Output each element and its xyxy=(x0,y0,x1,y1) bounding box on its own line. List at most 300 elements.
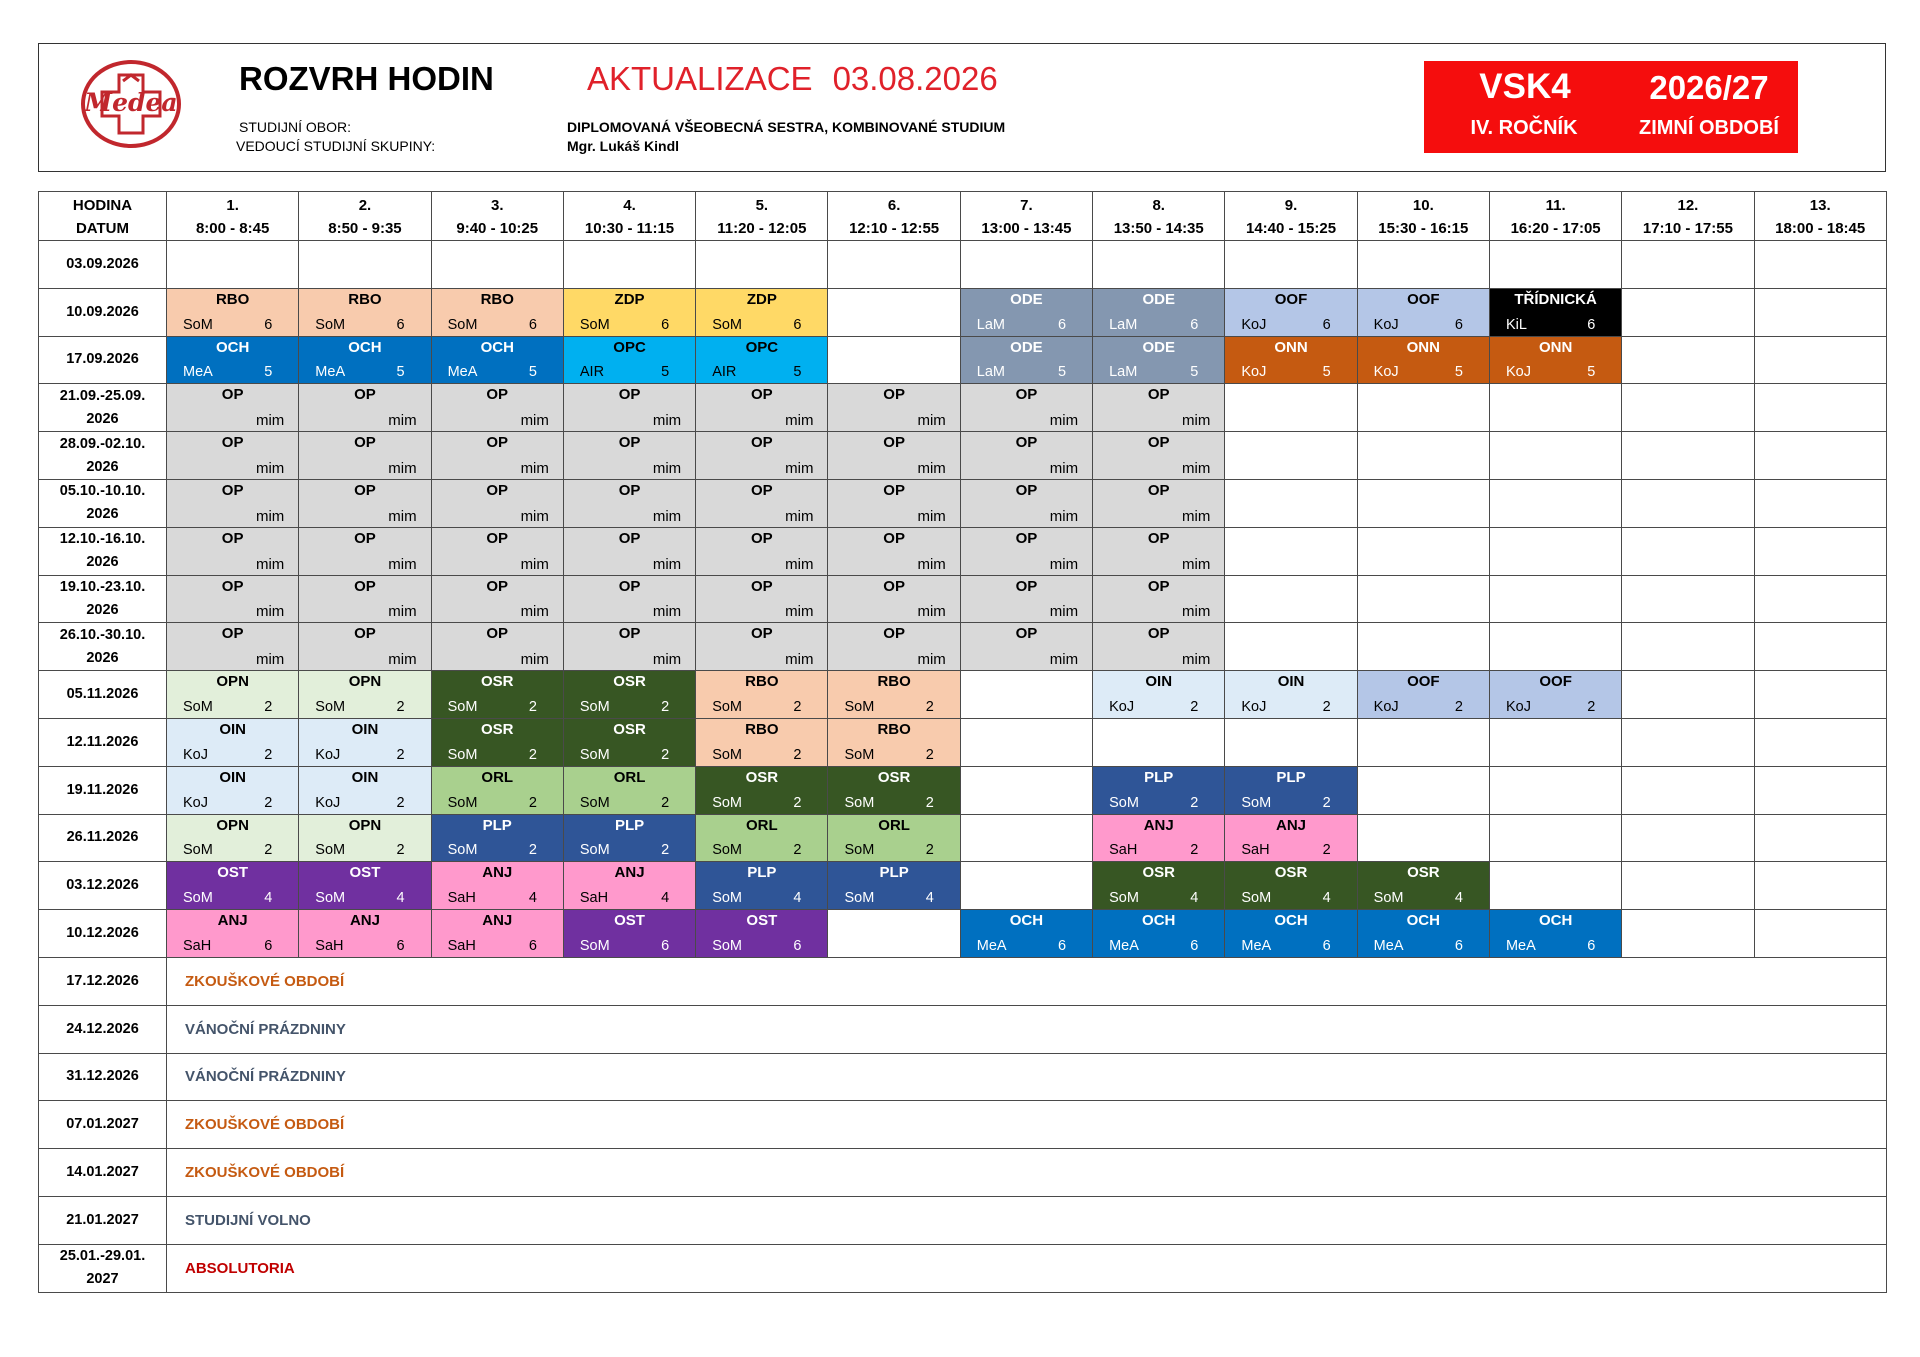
lesson-cell xyxy=(167,241,299,289)
lesson-teacher: SoM xyxy=(579,698,610,715)
lesson-cell xyxy=(1357,718,1489,766)
period-time: 18:00 - 18:45 xyxy=(1775,219,1866,237)
svg-text:Medea: Medea xyxy=(84,88,178,117)
lesson-code: OSR xyxy=(1407,864,1440,882)
row-date-line: 2026 xyxy=(86,601,119,618)
lesson-cell xyxy=(1093,671,1225,719)
lesson-hours: 4 xyxy=(793,890,802,907)
lesson-cell xyxy=(1357,336,1489,384)
column-header xyxy=(1622,192,1754,241)
row-date xyxy=(39,384,167,432)
lesson-cell xyxy=(563,527,695,575)
lesson-hours: 6 xyxy=(1322,937,1331,954)
lesson-cell xyxy=(299,479,431,527)
lesson-teacher: SoM xyxy=(1241,890,1272,907)
lesson-teacher: SoM xyxy=(712,316,743,333)
lesson-code: OSR xyxy=(613,720,646,738)
table-row xyxy=(39,910,1887,958)
period-time: 8:50 - 9:35 xyxy=(328,219,402,237)
lesson-teacher: mim xyxy=(520,507,549,525)
lesson-teacher: SaH xyxy=(447,890,476,907)
lesson-teacher: MeA xyxy=(447,364,478,381)
lesson-teacher: mim xyxy=(1049,651,1079,669)
lesson-code: ONN xyxy=(1538,338,1573,356)
lesson-cell xyxy=(563,575,695,623)
lesson-code: OCH xyxy=(480,338,514,356)
lesson-cell xyxy=(828,575,960,623)
row-date xyxy=(39,814,167,862)
lesson-code: OP xyxy=(883,481,905,499)
lesson-cell xyxy=(828,527,960,575)
lesson-cell xyxy=(1225,384,1357,432)
row-date xyxy=(39,1005,167,1053)
lesson-cell xyxy=(299,623,431,671)
lesson-hours: 2 xyxy=(1190,842,1199,859)
lesson-teacher: SoM xyxy=(844,794,875,811)
schedule-table xyxy=(38,191,1887,1293)
lesson-cell xyxy=(431,527,563,575)
lesson-cell xyxy=(1093,623,1225,671)
lesson-code: OP xyxy=(221,625,244,643)
lesson-cell xyxy=(828,814,960,862)
lesson-code: RBO xyxy=(745,720,779,738)
row-date-line: 2026 xyxy=(86,506,119,523)
lesson-hours: 2 xyxy=(661,746,670,763)
lesson-cell xyxy=(960,241,1092,289)
lesson-teacher: mim xyxy=(652,507,682,525)
lesson-teacher: SoM xyxy=(183,890,213,907)
lesson-teacher: mim xyxy=(1049,507,1079,525)
lesson-code: OPC xyxy=(613,338,646,356)
row-date-line: 10.12.2026 xyxy=(66,925,139,942)
lesson-teacher: MeA xyxy=(1505,937,1536,954)
lesson-cell xyxy=(1622,527,1754,575)
lesson-cell xyxy=(299,766,431,814)
lesson-cell xyxy=(1093,814,1225,862)
lesson-teacher: SoM xyxy=(447,316,478,333)
lesson-cell xyxy=(960,575,1092,623)
lesson-cell xyxy=(1489,718,1621,766)
row-date-line: 19.11.2026 xyxy=(66,781,139,798)
row-date xyxy=(39,718,167,766)
lesson-cell xyxy=(1225,527,1357,575)
table-row xyxy=(39,814,1887,862)
lesson-teacher: mim xyxy=(520,651,549,669)
lesson-hours: 5 xyxy=(528,364,537,381)
lesson-cell xyxy=(1622,862,1754,910)
period-time: 13:00 - 13:45 xyxy=(981,219,1072,237)
lesson-cell xyxy=(431,241,563,289)
lesson-teacher: mim xyxy=(1049,412,1079,430)
lesson-code: OSR xyxy=(613,673,646,691)
period-number: 13. xyxy=(1809,196,1831,214)
lesson-hours: 2 xyxy=(661,842,670,859)
lesson-cell xyxy=(1093,575,1225,623)
lesson-cell xyxy=(1622,336,1754,384)
row-date xyxy=(39,575,167,623)
lesson-hours: 6 xyxy=(396,937,405,954)
lesson-teacher: KoJ xyxy=(183,746,208,763)
lesson-code: OP xyxy=(221,386,244,404)
column-header xyxy=(1093,192,1225,241)
row-date-line: 03.12.2026 xyxy=(66,877,139,894)
lesson-code: OP xyxy=(354,386,376,404)
lesson-cell xyxy=(828,336,960,384)
lesson-teacher: mim xyxy=(917,412,946,430)
row-date xyxy=(39,479,167,527)
lesson-hours: 5 xyxy=(1454,364,1463,381)
lesson-code: OP xyxy=(1015,625,1038,643)
lesson-cell xyxy=(1093,479,1225,527)
lesson-hours: 6 xyxy=(1587,316,1596,333)
table-row xyxy=(39,957,1887,1005)
lesson-cell xyxy=(1357,575,1489,623)
lesson-cell xyxy=(1754,384,1886,432)
lesson-cell xyxy=(1622,623,1754,671)
row-date xyxy=(39,623,167,671)
lesson-code: OP xyxy=(1015,481,1038,499)
lesson-code: OP xyxy=(618,434,641,452)
row-note: ABSOLUTORIA xyxy=(167,1244,1887,1292)
lesson-hours: 6 xyxy=(793,937,802,954)
table-row xyxy=(39,718,1887,766)
lesson-hours: 5 xyxy=(793,364,802,381)
lesson-cell xyxy=(299,718,431,766)
lesson-cell xyxy=(431,623,563,671)
row-note: VÁNOČNÍ PRÁZDNINY xyxy=(167,1005,1887,1053)
lesson-code: OP xyxy=(618,386,641,404)
lesson-code: OP xyxy=(354,625,376,643)
lesson-hours: 2 xyxy=(793,698,802,715)
lesson-code: PLP xyxy=(614,816,645,834)
lesson-cell xyxy=(167,527,299,575)
lesson-cell xyxy=(563,336,695,384)
period-time: 13:50 - 14:35 xyxy=(1113,219,1204,237)
lesson-cell xyxy=(1754,718,1886,766)
lesson-hours: 4 xyxy=(396,890,405,907)
column-header xyxy=(167,192,299,241)
lesson-code: OOF xyxy=(1274,290,1308,308)
lesson-cell xyxy=(563,671,695,719)
lesson-teacher: LaM xyxy=(976,364,1005,381)
lesson-hours: 2 xyxy=(396,746,405,763)
lesson-teacher: mim xyxy=(652,651,682,669)
lesson-cell xyxy=(563,623,695,671)
lesson-cell xyxy=(1489,241,1621,289)
period-number: 11. xyxy=(1545,196,1566,214)
lesson-hours: 6 xyxy=(264,316,273,333)
lesson-cell xyxy=(167,862,299,910)
lesson-code: OCH xyxy=(1009,912,1044,930)
lesson-teacher: SoM xyxy=(712,794,743,811)
lesson-code: PLP xyxy=(879,864,909,882)
lesson-teacher: SoM xyxy=(844,698,875,715)
lesson-cell xyxy=(696,288,828,336)
lesson-cell xyxy=(167,432,299,480)
lesson-cell xyxy=(1357,766,1489,814)
table-row xyxy=(39,1053,1887,1101)
lesson-cell xyxy=(960,623,1092,671)
lesson-cell xyxy=(1754,479,1886,527)
table-row xyxy=(39,384,1887,432)
lesson-hours: 2 xyxy=(661,794,670,811)
lesson-teacher: mim xyxy=(652,603,682,621)
period-number: 10. xyxy=(1412,196,1434,214)
lesson-cell xyxy=(1622,432,1754,480)
lesson-cell xyxy=(1622,288,1754,336)
lesson-code: OPN xyxy=(348,816,382,834)
lesson-code: ONN xyxy=(1406,338,1440,356)
lesson-cell xyxy=(299,336,431,384)
lesson-cell xyxy=(960,814,1092,862)
lesson-cell xyxy=(696,862,828,910)
lesson-hours: 2 xyxy=(1322,842,1331,859)
lesson-cell xyxy=(1489,814,1621,862)
row-note: ZKOUŠKOVÉ OBDOBÍ xyxy=(167,1149,1887,1197)
lesson-cell xyxy=(299,862,431,910)
corner-cell xyxy=(39,192,167,241)
lesson-hours: 5 xyxy=(661,364,670,381)
lesson-code: ANJ xyxy=(1143,816,1174,834)
lesson-code: OSR xyxy=(1274,864,1308,882)
lesson-cell xyxy=(299,241,431,289)
row-date xyxy=(39,1196,167,1244)
lesson-hours: 6 xyxy=(1058,937,1067,954)
lesson-teacher: mim xyxy=(520,459,549,477)
lesson-code: PLP xyxy=(1276,768,1306,786)
lesson-code: OP xyxy=(354,577,376,595)
lesson-code: OP xyxy=(221,434,244,452)
lesson-code: PLP xyxy=(1144,768,1174,786)
lesson-teacher: KoJ xyxy=(1373,698,1399,715)
group-code: VSK4 xyxy=(1479,67,1571,106)
period-number: 4. xyxy=(623,196,636,214)
lesson-hours: 2 xyxy=(925,794,934,811)
lesson-hours: 4 xyxy=(528,890,537,907)
row-date xyxy=(39,1149,167,1197)
lesson-teacher: mim xyxy=(785,412,814,430)
lesson-hours: 2 xyxy=(925,746,934,763)
lesson-code: OP xyxy=(1015,529,1038,547)
lesson-cell xyxy=(431,575,563,623)
lesson-code: OPC xyxy=(745,338,779,356)
lesson-cell xyxy=(1357,862,1489,910)
lesson-cell xyxy=(828,432,960,480)
lesson-teacher: mim xyxy=(388,651,417,669)
lesson-code: OP xyxy=(354,529,376,547)
field-value: DIPLOMOVANÁ VŠEOBECNÁ SESTRA, KOMBINOVANÉ STUDIUM xyxy=(567,119,1006,135)
lesson-code: OSR xyxy=(480,673,514,691)
lesson-teacher: SoM xyxy=(1241,794,1272,811)
lesson-code: OSR xyxy=(1142,864,1175,882)
lesson-cell xyxy=(1754,336,1886,384)
lesson-hours: 2 xyxy=(1587,698,1596,715)
row-note: VÁNOČNÍ PRÁZDNINY xyxy=(167,1053,1887,1101)
lesson-cell xyxy=(960,766,1092,814)
lesson-cell xyxy=(960,432,1092,480)
row-date xyxy=(39,241,167,289)
lesson-code: OST xyxy=(614,912,645,930)
lesson-teacher: KoJ xyxy=(1373,316,1399,333)
lesson-hours: 5 xyxy=(1190,364,1199,381)
lesson-code: ZDP xyxy=(746,290,777,308)
row-date xyxy=(39,766,167,814)
lesson-cell xyxy=(431,718,563,766)
lesson-hours: 6 xyxy=(528,937,537,954)
lesson-hours: 5 xyxy=(1322,364,1331,381)
field-label: STUDIJNÍ OBOR: xyxy=(239,119,352,135)
lesson-teacher: KoJ xyxy=(1373,364,1399,381)
lesson-hours: 2 xyxy=(264,842,273,859)
lesson-cell xyxy=(431,671,563,719)
lesson-cell xyxy=(299,910,431,958)
lesson-code: OP xyxy=(1147,625,1170,643)
lesson-code: OP xyxy=(354,481,376,499)
lesson-cell xyxy=(1622,766,1754,814)
lesson-cell xyxy=(696,241,828,289)
lesson-teacher: mim xyxy=(388,412,417,430)
lesson-cell xyxy=(1225,575,1357,623)
row-date-line: 26.11.2026 xyxy=(66,829,139,846)
lesson-code: OP xyxy=(221,481,244,499)
row-date-line: 05.11.2026 xyxy=(66,686,139,703)
table-row xyxy=(39,1005,1887,1053)
lesson-code: ANJ xyxy=(349,912,380,930)
lesson-cell xyxy=(1754,241,1886,289)
lesson-teacher: KiL xyxy=(1505,316,1527,333)
lesson-teacher: SoM xyxy=(447,794,478,811)
lesson-teacher: mim xyxy=(520,555,549,573)
lesson-cell xyxy=(696,336,828,384)
lesson-cell xyxy=(1093,718,1225,766)
lesson-code: OPN xyxy=(348,673,382,691)
period-time: 15:30 - 16:15 xyxy=(1378,219,1469,237)
lesson-cell xyxy=(167,623,299,671)
lesson-hours: 4 xyxy=(661,890,670,907)
page-title: ROZVRH HODIN xyxy=(239,60,494,97)
table-row xyxy=(39,575,1887,623)
lesson-hours: 2 xyxy=(528,842,537,859)
lesson-code: OIN xyxy=(219,720,246,738)
table-row xyxy=(39,241,1887,289)
lesson-code: OST xyxy=(217,864,249,882)
table-row xyxy=(39,527,1887,575)
lesson-teacher: SoM xyxy=(447,698,478,715)
update-label: AKTUALIZACE xyxy=(587,60,813,97)
lesson-teacher: SaH xyxy=(579,890,609,907)
row-date xyxy=(39,671,167,719)
lesson-code: ODE xyxy=(1010,338,1043,356)
lesson-code: OP xyxy=(883,386,905,404)
lesson-cell xyxy=(1622,814,1754,862)
lesson-cell xyxy=(828,910,960,958)
lesson-code: RBO xyxy=(215,290,250,308)
lesson-cell xyxy=(1754,623,1886,671)
lesson-teacher: mim xyxy=(917,651,946,669)
period-time: 10:30 - 11:15 xyxy=(584,219,675,237)
row-date xyxy=(39,288,167,336)
lesson-teacher: SoM xyxy=(315,316,346,333)
lesson-teacher: SoM xyxy=(315,698,346,715)
column-header xyxy=(696,192,828,241)
lesson-teacher: MeA xyxy=(1373,937,1404,954)
lesson-teacher: mim xyxy=(652,412,682,430)
row-date-line: 14.01.2027 xyxy=(66,1164,139,1181)
lesson-cell xyxy=(299,288,431,336)
leader-label: VEDOUCÍ STUDIJNÍ SKUPINY: xyxy=(236,138,436,154)
lesson-teacher: mim xyxy=(785,651,814,669)
lesson-hours: 6 xyxy=(661,937,670,954)
lesson-teacher: SoM xyxy=(579,746,610,763)
lesson-cell xyxy=(696,432,828,480)
lesson-cell xyxy=(1489,288,1621,336)
period-number: 3. xyxy=(490,196,504,214)
lesson-cell xyxy=(696,766,828,814)
lesson-cell xyxy=(299,527,431,575)
lesson-cell xyxy=(828,862,960,910)
lesson-hours: 2 xyxy=(793,746,802,763)
row-date-line: 17.09.2026 xyxy=(66,351,139,368)
lesson-cell xyxy=(167,288,299,336)
row-date xyxy=(39,862,167,910)
row-date-line: 26.10.-30.10. xyxy=(59,626,146,643)
lesson-hours: 4 xyxy=(1190,890,1199,907)
lesson-cell xyxy=(960,718,1092,766)
lesson-teacher: LaM xyxy=(1109,316,1138,333)
lesson-teacher: MeA xyxy=(1109,937,1139,954)
lesson-code: OP xyxy=(618,481,641,499)
lesson-teacher: mim xyxy=(1182,459,1211,477)
lesson-hours: 6 xyxy=(264,937,273,954)
lesson-hours: 2 xyxy=(793,842,802,859)
lesson-teacher: KoJ xyxy=(1241,316,1267,333)
lesson-teacher: MeA xyxy=(1241,937,1272,954)
lesson-code: ONN xyxy=(1274,338,1308,356)
lesson-teacher: SoM xyxy=(183,842,213,859)
column-header xyxy=(563,192,695,241)
lesson-cell xyxy=(1093,862,1225,910)
lesson-cell xyxy=(1489,766,1621,814)
lesson-cell xyxy=(1622,384,1754,432)
lesson-cell xyxy=(167,575,299,623)
lesson-code: ANJ xyxy=(614,864,645,882)
lesson-cell xyxy=(1357,432,1489,480)
lesson-hours: 6 xyxy=(1322,316,1331,333)
lesson-cell xyxy=(1754,432,1886,480)
lesson-cell xyxy=(1225,623,1357,671)
lesson-cell xyxy=(1489,527,1621,575)
lesson-teacher: mim xyxy=(255,651,285,669)
lesson-cell xyxy=(167,718,299,766)
table-row xyxy=(39,766,1887,814)
lesson-code: OP xyxy=(1147,481,1170,499)
lesson-cell xyxy=(828,479,960,527)
lesson-cell xyxy=(1225,479,1357,527)
lesson-teacher: SaH xyxy=(447,937,476,954)
lesson-cell xyxy=(431,862,563,910)
lesson-cell xyxy=(167,336,299,384)
lesson-teacher: KoJ xyxy=(1505,698,1531,715)
lesson-cell xyxy=(1489,336,1621,384)
lesson-hours: 4 xyxy=(264,890,273,907)
lesson-code: OP xyxy=(1015,386,1038,404)
lesson-cell xyxy=(828,288,960,336)
lesson-hours: 2 xyxy=(264,746,273,763)
lesson-teacher: mim xyxy=(255,555,285,573)
row-date-line: 2026 xyxy=(86,554,119,571)
lesson-code: OP xyxy=(221,529,244,547)
period-time: 17:10 - 17:55 xyxy=(1642,219,1733,237)
